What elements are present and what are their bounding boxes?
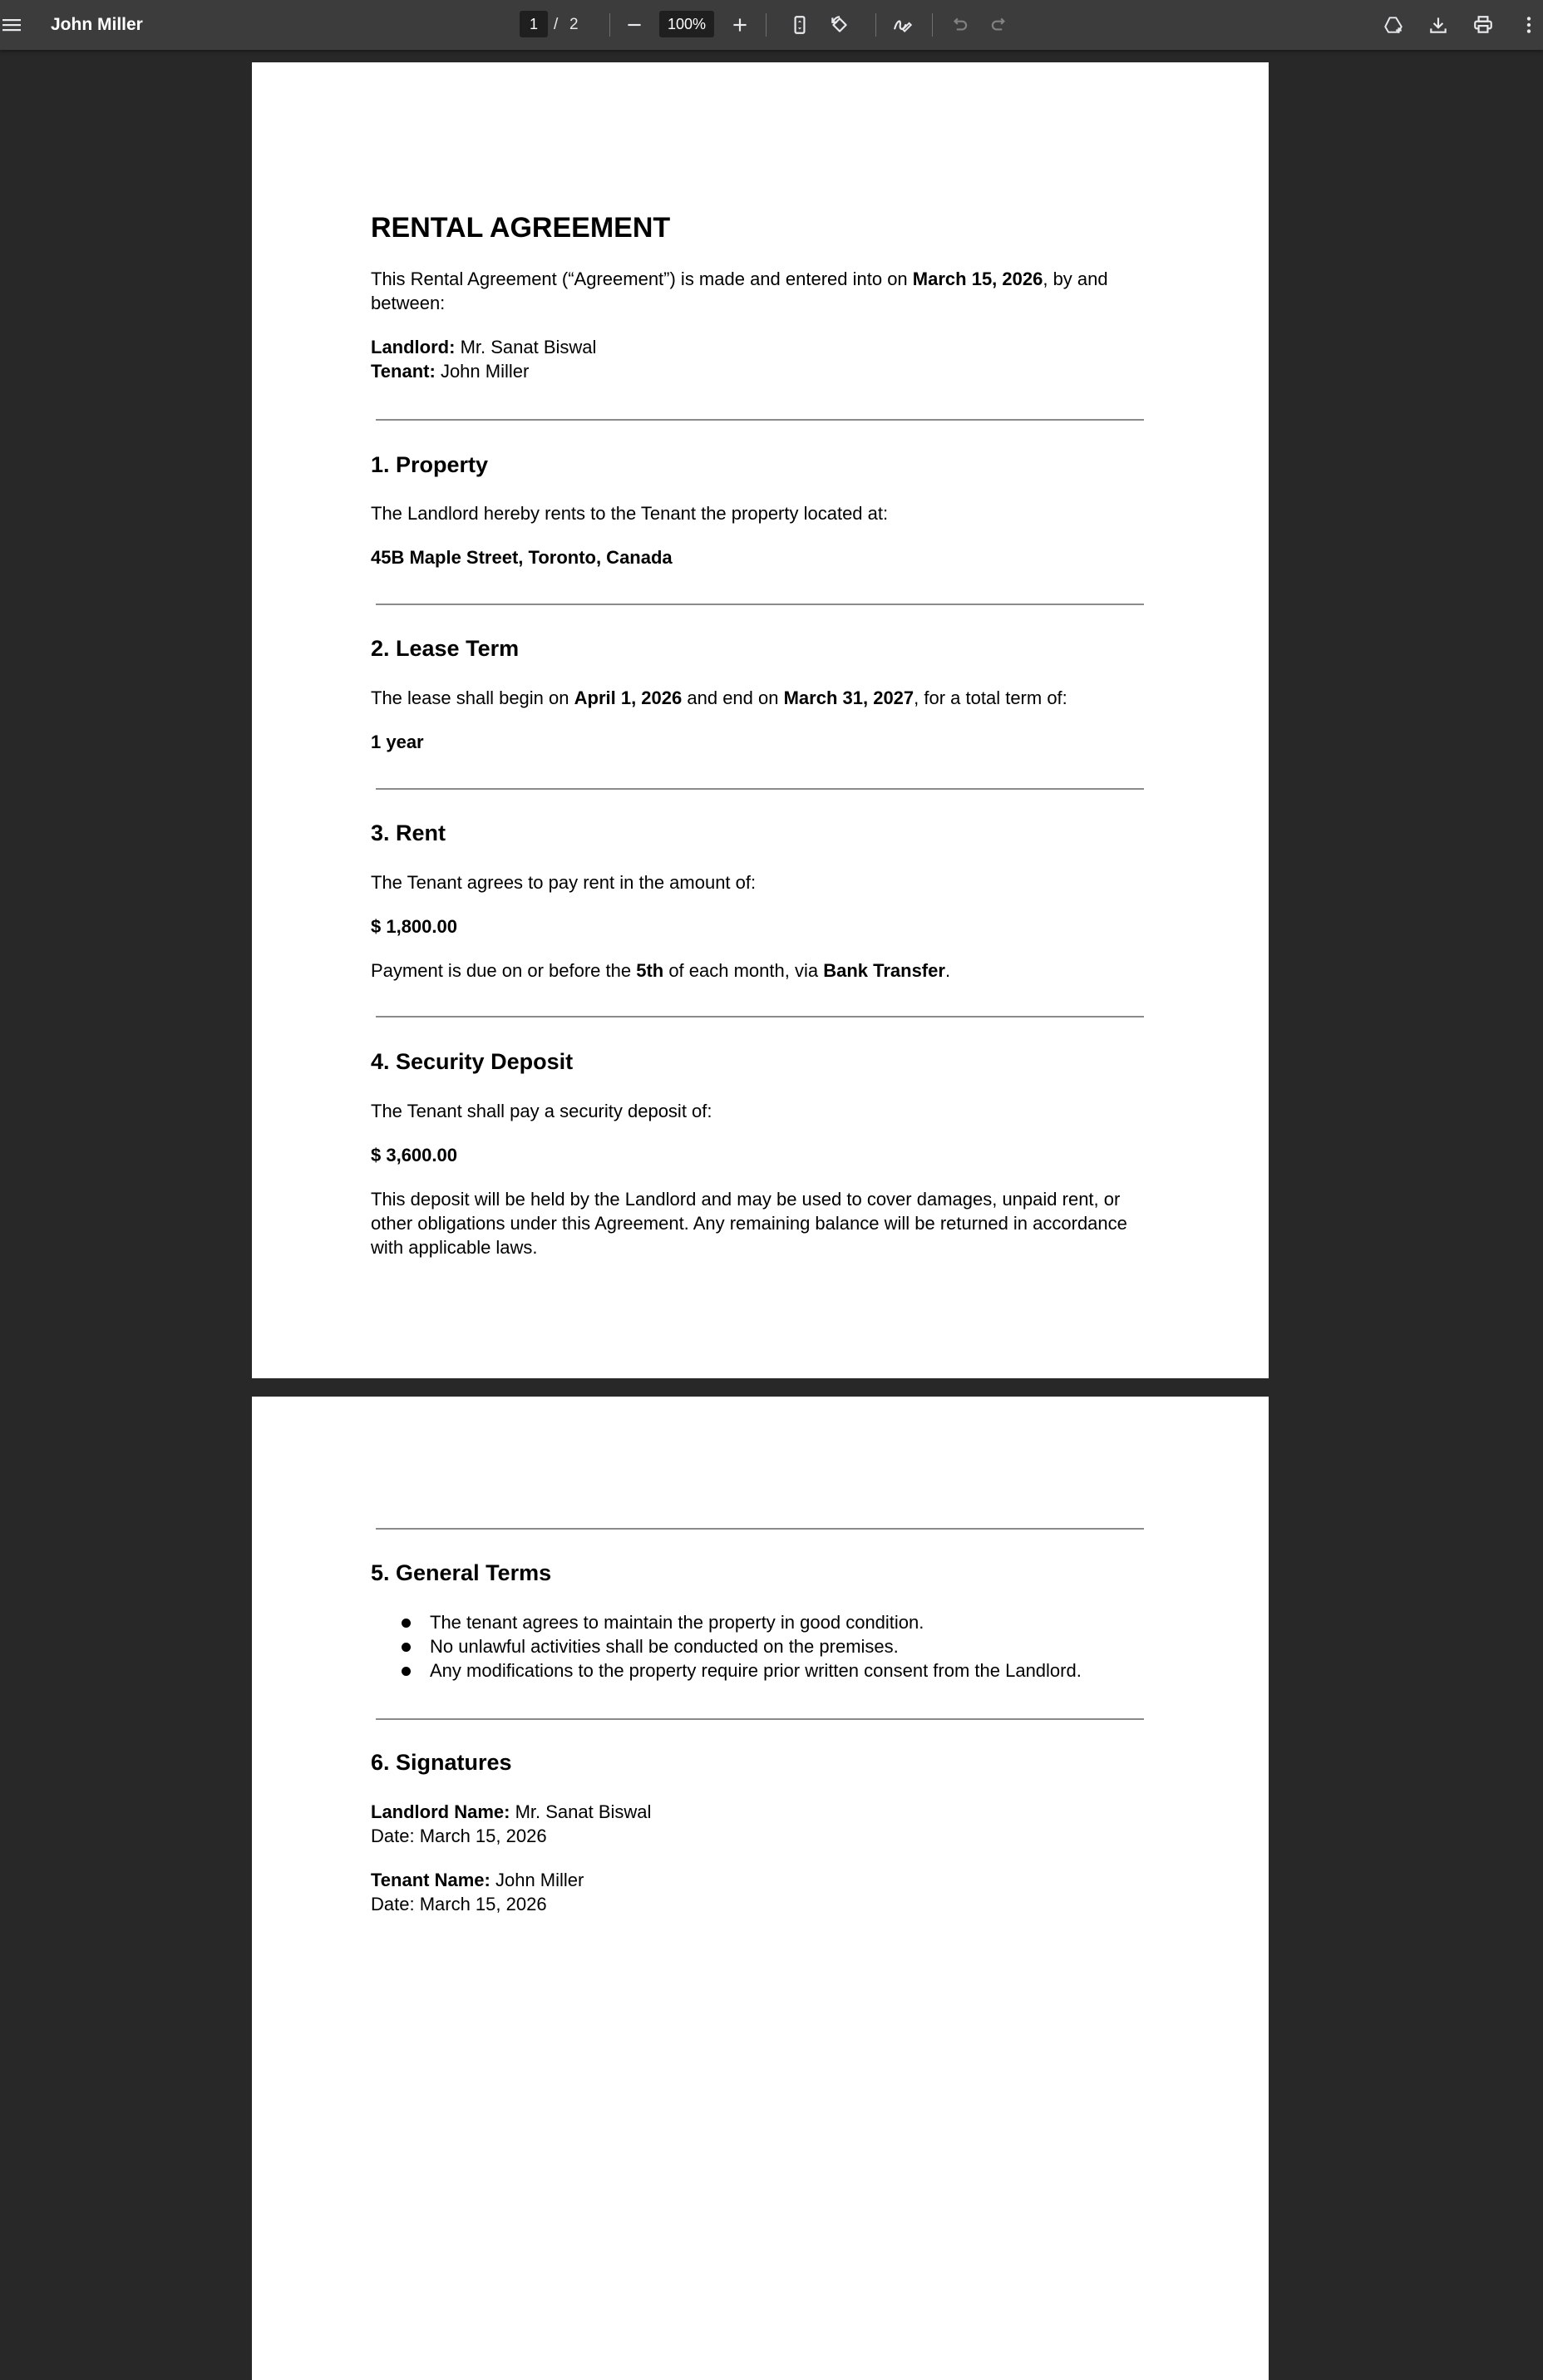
draw-icon[interactable]: [889, 11, 917, 39]
deposit-text: The Tenant shall pay a security deposit of:: [371, 1101, 712, 1121]
pdf-page-2: [252, 1397, 1269, 2380]
payment-method: Bank Transfer: [823, 960, 945, 981]
page-number-input[interactable]: [520, 11, 548, 37]
landlord-signature-line: [371, 1800, 651, 1824]
download-icon[interactable]: [1424, 11, 1452, 39]
list-item: No unlawful activities shall be conducted on the premises.: [430, 1636, 899, 1657]
undo-icon[interactable]: [945, 11, 974, 39]
tenant-signature-name: John Miller: [495, 1870, 584, 1890]
print-icon[interactable]: [1469, 11, 1497, 39]
section-heading-general-terms: 5. General Terms: [371, 1560, 552, 1585]
more-options-icon[interactable]: [1515, 11, 1543, 39]
tenant-signature-date: Date: March 15, 2026: [371, 1894, 547, 1914]
payment-text: Payment is due on or before the: [371, 960, 637, 981]
intro-text: , by and: [1043, 269, 1108, 289]
pdf-toolbar: [0, 0, 1543, 50]
drive-icon[interactable]: [1379, 11, 1407, 39]
redo-icon[interactable]: [985, 11, 1013, 39]
tenant-label: Tenant:: [371, 361, 436, 382]
zoom-input[interactable]: [659, 11, 714, 37]
section-divider: [376, 1528, 1144, 1530]
payment-due-day: 5th: [636, 960, 664, 981]
lease-text: The lease shall begin on: [371, 687, 574, 708]
lease-term-value: 1 year: [371, 732, 424, 752]
toolbar-divider: [766, 13, 767, 37]
section-heading-property: 1. Property: [371, 452, 489, 477]
page-separator: /: [554, 16, 559, 33]
section-heading-lease-term: 2. Lease Term: [371, 636, 520, 661]
deposit-amount: $ 3,600.00: [371, 1145, 457, 1165]
tenant-signature-line: [371, 1868, 584, 1892]
tenant-line: [371, 359, 529, 383]
menu-icon[interactable]: [0, 12, 23, 38]
rotate-icon[interactable]: [826, 11, 854, 39]
section-divider: [376, 1718, 1144, 1720]
section-divider: [376, 419, 1144, 421]
property-text: The Landlord hereby rents to the Tenant the property located at:: [371, 503, 889, 524]
section-divider: [376, 604, 1144, 605]
agreement-date: March 15, 2026: [912, 269, 1043, 289]
section-heading-security-deposit: 4. Security Deposit: [371, 1049, 574, 1074]
lease-text: and end on: [682, 687, 784, 708]
property-address: 45B Maple Street, Toronto, Canada: [371, 547, 673, 568]
landlord-signature-date: Date: March 15, 2026: [371, 1826, 547, 1846]
section-heading-rent: 3. Rent: [371, 820, 446, 845]
intro-line-2: between:: [371, 293, 446, 313]
payment-text: .: [944, 960, 951, 981]
list-item: The tenant agrees to maintain the property in good condition.: [430, 1612, 924, 1633]
landlord-label: Landlord:: [371, 337, 456, 357]
bullet-icon: [402, 1643, 411, 1652]
lease-start-date: April 1, 2026: [574, 687, 683, 708]
document-title: John Miller: [51, 15, 143, 34]
page-total: 2: [569, 16, 579, 33]
tenant-name-label: Tenant Name:: [371, 1870, 491, 1890]
rent-text: The Tenant agrees to pay rent in the amount of:: [371, 872, 757, 893]
landlord-name-label: Landlord Name:: [371, 1801, 510, 1822]
landlord-signature-name: Mr. Sanat Biswal: [515, 1801, 652, 1822]
payment-text: of each month, via: [663, 960, 824, 981]
bullet-icon: [402, 1667, 411, 1676]
landlord-line: [371, 335, 596, 359]
section-divider: [376, 788, 1144, 790]
rent-amount: $ 1,800.00: [371, 916, 457, 937]
deposit-terms-line-1: This deposit will be held by the Landlord and may be used to cover damages, unpaid rent, or: [371, 1189, 1121, 1210]
toolbar-divider: [609, 13, 610, 37]
section-divider: [376, 1016, 1144, 1018]
fit-page-icon[interactable]: [786, 11, 814, 39]
lease-end-date: March 31, 2027: [783, 687, 914, 708]
section-heading-signatures: 6. Signatures: [371, 1750, 512, 1775]
lease-text: , for a total term of:: [914, 687, 1067, 708]
lease-term-text: [371, 686, 1067, 710]
landlord-name: Mr. Sanat Biswal: [460, 337, 597, 357]
toolbar-divider: [875, 13, 876, 37]
intro-text: This Rental Agreement (“Agreement”) is made and entered into on: [371, 269, 913, 289]
deposit-terms-line-2: other obligations under this Agreement. Any remaining balance will be returned in accordance: [371, 1213, 1127, 1234]
intro-line-1: [371, 267, 1108, 291]
toolbar-divider: [932, 13, 933, 37]
tenant-name: John Miller: [440, 361, 530, 382]
bullet-icon: [402, 1619, 411, 1628]
deposit-terms-line-3: with applicable laws.: [371, 1237, 538, 1258]
payment-terms: [371, 958, 950, 983]
zoom-in-icon[interactable]: [726, 11, 754, 39]
list-item: Any modifications to the property require prior written consent from the Landlord.: [430, 1660, 1082, 1681]
document-title-heading: RENTAL AGREEMENT: [371, 212, 671, 244]
pdf-page-1: [252, 62, 1269, 1378]
zoom-out-icon[interactable]: [620, 11, 648, 39]
